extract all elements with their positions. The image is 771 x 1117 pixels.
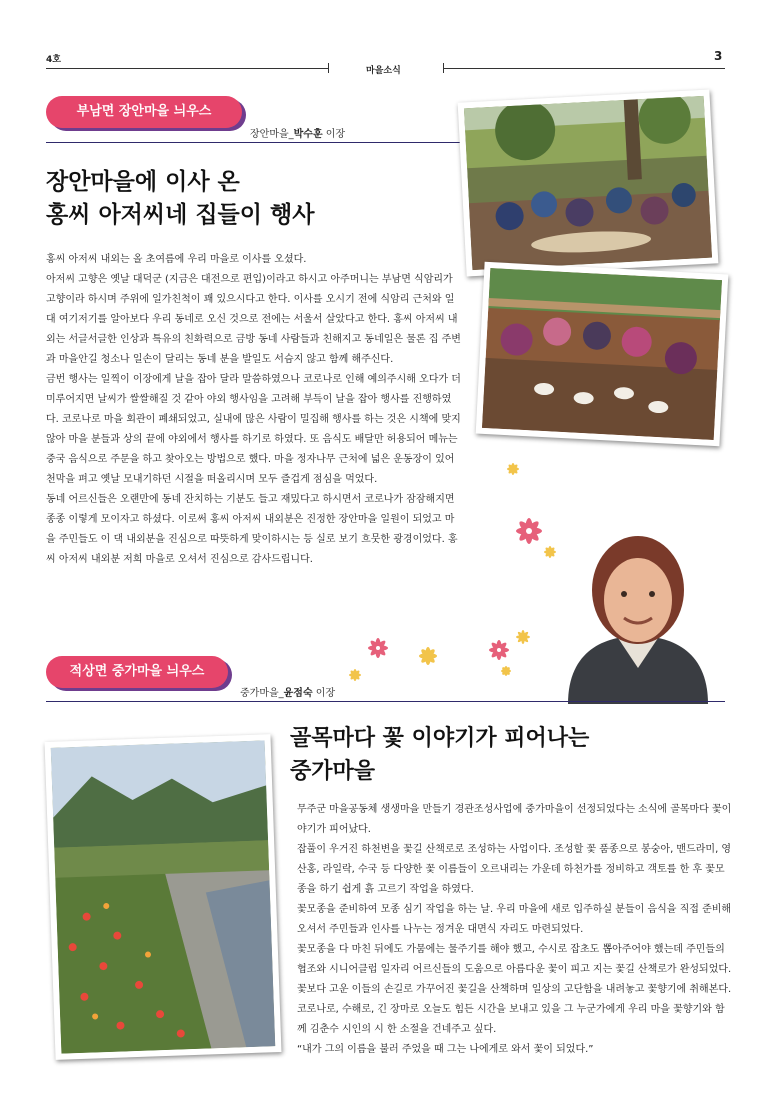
article1-title bbox=[46, 166, 314, 232]
article1-rule bbox=[46, 142, 466, 143]
header-rule-right bbox=[443, 68, 725, 69]
article1-tag: 부남면 장안마을 늬우스 bbox=[46, 96, 242, 128]
title-line: 장안마을에 이사 온 bbox=[46, 169, 240, 195]
paragraph: “내가 그의 이름을 불러 주었을 때 그는 나에게로 와서 꽃이 되었다.” bbox=[297, 1044, 594, 1055]
photo-image bbox=[51, 740, 276, 1053]
article2-rule bbox=[46, 701, 725, 702]
photo-image bbox=[464, 96, 712, 270]
byline-prefix: 중가마을_ bbox=[240, 688, 284, 699]
flower-icon bbox=[514, 516, 544, 546]
paragraph: 아저씨 고향은 옛날 대덕군 (지금은 대전으로 편입)이라고 하시고 아주머니는 부남면 식암리가 고향이라 하시며 주위에 일가친척이 꽤 있으시다고 한다. 이사를 오시기 전에 식암리 근처와 일대 여기저기를 알아보다 우리 동네로 오신 것으로 전에는 서울서 살았다고 한다. 홍씨 아저씨 내외는 서글서글한 인상과 특유의 친화력으로 금방 동네 사람들과 친해지고 동네일은 물론 집 주변과 마을안길 청소나 일손이 달리는 동네 분을 발일도 서슴지 않고 함께 해주신다. bbox=[46, 274, 461, 365]
paragraph: 꽃모종을 다 마친 뒤에도 가뭄에는 물주기를 해야 했고, 수시로 잡초도 뽑아주어야 했는데 주민들의 협조와 시니어클럽 일자리 어르신들의 도움으로 아름다운 꽃이 피고 지는 꽃길 산책로가 완성되었다. 꽃보다 고운 이들의 손길로 가꾸어진 꽃길을 산책하며 일상의 고단함을 내려놓고 꽃향기에 취해본다. 코로나로, 수해로, 긴 장마로 오늘도 힘든 시간을 보내고 있을 그 누군가에게 우리 마을 꽃향기와 함께 김춘수 시인의 시 한 소절을 건네주고 싶다. bbox=[297, 944, 732, 1035]
paragraph: 꽃모종을 준비하여 모종 심기 작업을 하는 날. 우리 마을에 새로 입주하실 분들이 음식을 직접 준비해오셔서 주민들과 인사를 나누는 정겨운 대면식 자리도 마련되었다. bbox=[297, 904, 732, 935]
title-line: 중가마을 bbox=[290, 759, 376, 784]
article2-body bbox=[297, 800, 733, 1060]
byline-prefix: 장안마을_ bbox=[250, 129, 294, 140]
header-tick-left bbox=[328, 63, 329, 73]
byline-name: 윤점숙 bbox=[283, 688, 313, 699]
issue-number: 4호 bbox=[46, 55, 61, 65]
paragraph: 금번 행사는 일찍이 이장에게 날을 잡아 달라 말씀하였으나 코로나로 인해 예의주시해 오다가 더 미루어지면 날씨가 쌀쌀해질 것 같아 야외 행사임을 고려해 부득이 날을 잡아 행사를 진행하였다. 코로나로 마을 회관이 폐쇄되었고, 실내에 많은 사람이 밀집해 행사를 하는 것은 시책에 맞지 않아 마을 분들과 상의 끝에 야외에서 행사를 하기로 하였다. 또 음식도 배달만 허용되어 메뉴는 중국 음식으로 주문을 하고 찾아오는 방법으로 했다. 마을 정자나무 근처에 넓은 운동장이 있어 천막을 펴고 옛날 모내기하던 시절을 떠올리시며 모두 즐겁게 점심을 먹었다. bbox=[46, 374, 461, 485]
title-line: 골목마다 꽃 이야기가 피어나는 bbox=[290, 726, 590, 751]
photo-outdoor-gathering bbox=[458, 90, 719, 277]
paragraph: 잡풀이 우거진 하천변을 꽃길 산책로로 조성하는 사업이다. 조성할 꽃 품종으로 봉숭아, 맨드라미, 영산홍, 라일락, 수국 등 다양한 꽃 이름들이 오르내리는 가운데 하천가를 정비하고 객토를 한 후 꽃모종을 하기 쉽게 흙 고르기 작업을 하였다. bbox=[297, 844, 732, 895]
flower-icon bbox=[418, 646, 438, 666]
flower-icon bbox=[500, 665, 512, 677]
flower-icon bbox=[348, 668, 362, 682]
section-name: 마을소식 bbox=[366, 66, 401, 76]
title-line: 홍씨 아저씨네 집들이 행사 bbox=[46, 202, 315, 228]
byline-suffix: 이장 bbox=[312, 688, 336, 699]
flower-icon bbox=[515, 629, 531, 645]
photo-flower-stream bbox=[45, 734, 282, 1060]
photo-pavilion-meal bbox=[476, 262, 729, 447]
article1-byline bbox=[250, 125, 345, 140]
flower-icon bbox=[366, 636, 390, 660]
flower-icon bbox=[543, 545, 557, 559]
flower-icon bbox=[506, 462, 520, 476]
paragraph: 홍씨 아저씨 내외는 올 초여름에 우리 마을로 이사를 오셨다. bbox=[46, 254, 307, 265]
article2-tag: 적상면 중가마을 늬우스 bbox=[46, 656, 228, 688]
article2-byline bbox=[240, 684, 335, 699]
photo-image bbox=[482, 268, 722, 440]
article1-body bbox=[46, 250, 464, 570]
header-rule-left bbox=[46, 68, 328, 69]
article2-title bbox=[290, 722, 589, 788]
flower-icon bbox=[487, 638, 511, 662]
page-number: 3 bbox=[714, 49, 723, 63]
byline-name: 박수훈 bbox=[293, 129, 323, 140]
paragraph: 동네 어르신들은 오랜만에 동네 잔치하는 기분도 들고 재밌다고 하시면서 코로나가 잠잠해지면 종종 이렇게 모이자고 하셨다. 이로써 홍씨 아저씨 내외분은 진정한 장안마을 일원이 되었고 마을 주민들도 이 댁 내외분을 진심으로 따뜻하게 맞이하시는 등 실로 보기 흐뭇한 광경이었다. 홍씨 아저씨 내외분 저희 마을로 오셔서 진심으로 감사드립니다. bbox=[46, 494, 458, 565]
paragraph: 무주군 마을공동체 생생마을 만들기 경관조성사업에 중가마을이 선정되었다는 소식에 골목마다 꽃이야기가 피어났다. bbox=[297, 804, 732, 835]
portrait-photo bbox=[548, 518, 728, 704]
byline-suffix: 이장 bbox=[322, 129, 346, 140]
